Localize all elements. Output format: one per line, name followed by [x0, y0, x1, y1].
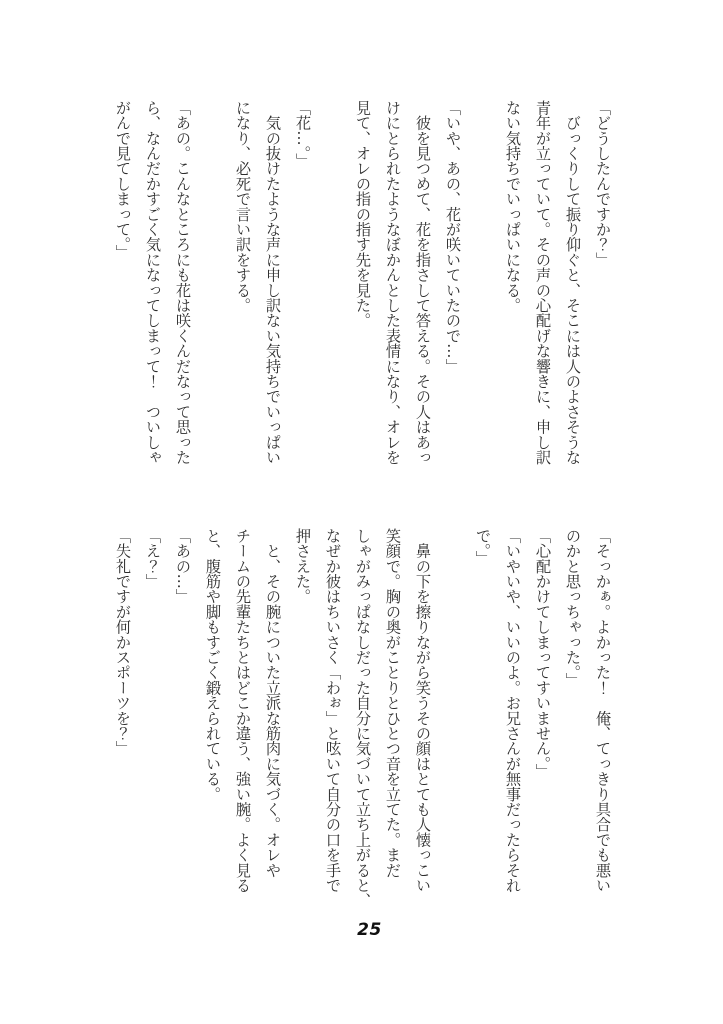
text-line: 青年が立っていて。その声の心配げな響きに、申し訳: [534, 100, 552, 465]
text-line: 「いや、あの、花が咲いていたので…」: [444, 100, 462, 374]
text-line: 笑顔で。胸の奥がことりとひとつ音を立てた。まだ: [384, 528, 402, 878]
text-line: 「いやいや、いいのよ。お兄さんが無事だったらそれ: [504, 528, 522, 893]
text-line: と、腹筋や脚もすごく鍛えられている。: [204, 528, 222, 802]
text-line: けにとられたようなぼかんとした表情になり、オレを: [384, 100, 402, 465]
text-line: になり、必死で言い訳をする。: [234, 100, 252, 313]
text-line: ない気持ちでいっぱいになる。: [504, 100, 522, 313]
text-line: 鼻の下を擦りながら笑うその顔はとても人懐っこい: [414, 528, 432, 893]
text-line: 「どうしたんですか？」: [594, 100, 612, 268]
text-line: びっくりして振り仰ぐと、そこには人のよさそうな: [564, 100, 582, 465]
text-line: で。」: [474, 528, 492, 566]
text-line: なぜか彼はちいさく「わぉ」と呟いて自分の口を手で: [324, 528, 342, 893]
text-line: 「花…。」: [294, 100, 312, 169]
text-line: と、その腕についた立派な筋肉に気づく。オレや: [264, 528, 282, 878]
text-line: 「あの。こんなところにも花は咲くんだなって思った: [174, 100, 192, 465]
blank-line: [438, 528, 468, 894]
text-line: しゃがみっぱなしだった自分に気づいて立ち上がると、: [354, 528, 372, 908]
text-line: のかと思っちゃった。」: [564, 528, 582, 688]
text-line: 見て、オレの指の指す先を見た。: [354, 100, 372, 328]
text-line: がんで見てしまって。」: [114, 100, 132, 260]
blank-line: [318, 100, 348, 466]
page-number: 25: [357, 920, 382, 940]
blank-line: [468, 100, 498, 466]
text-line: 「失礼ですが何かスポーツを？」: [114, 528, 132, 756]
text-line: 彼を見つめて、花を指さして答える。その人はあっ: [414, 100, 432, 465]
text-line: ら、なんだかすごく気になってしまって！ ついしゃ: [144, 100, 162, 465]
text-line: 「え？」: [144, 528, 162, 589]
text-line: 「そっかぁ。よかった！ 俺、てっきり具合でも悪い: [594, 528, 612, 893]
upper-text-block: [106, 100, 618, 466]
text-line: 気の抜けたような声に申し訳ない気持ちでいっぱい: [264, 100, 282, 465]
text-line: 「心配かけてしまってすいません。」: [534, 528, 552, 779]
text-line: 押さえた。: [294, 528, 312, 604]
text-line: 「あの…」: [174, 528, 192, 604]
lower-text-block: [106, 528, 618, 908]
blank-line: [198, 100, 228, 466]
text-line: チームの先輩たちとはどこか違う、強い腕。よく見る: [234, 528, 252, 893]
